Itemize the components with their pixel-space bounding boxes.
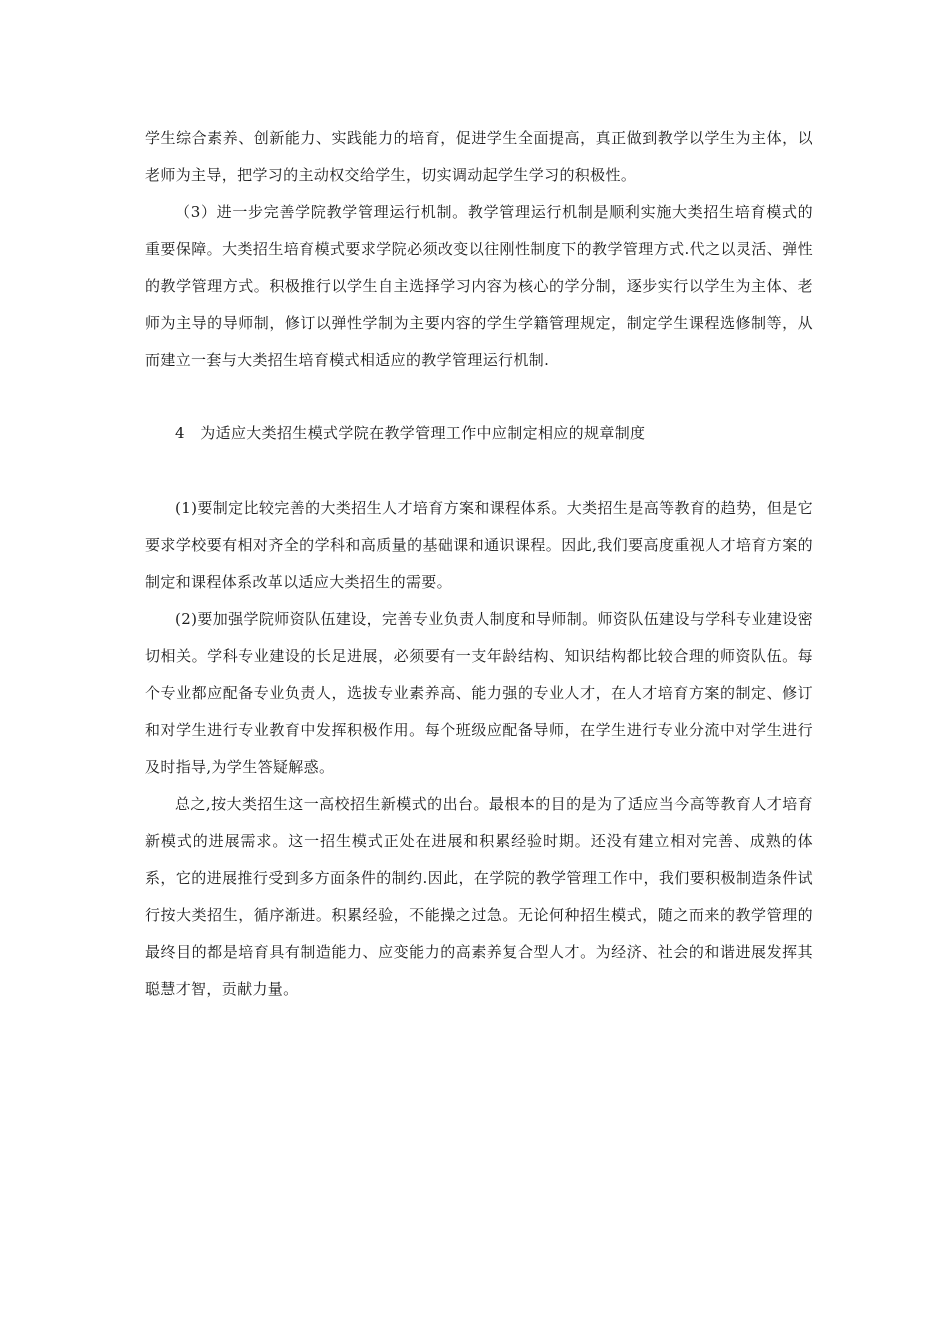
spacer xyxy=(145,379,813,415)
spacer xyxy=(145,452,813,490)
paragraph-item-3: （3）进一步完善学院教学管理运行机制。教学管理运行机制是顺利实施大类招生培育模式的重要保障。大类招生培育模式要求学院必须改变以往刚性制度下的教学管理方式.代之以灵活、弹性的教学管理方式。积极推行以学生自主选择学习内容为核心的学分制，逐步实行以学生为主体、老师为主导的导师制，修订以弹性学制为主要内容的学生学籍管理规定，制定学生课程选修制等，从而建立一套与大类招生培育模式相适应的教学管理运行机制. xyxy=(145,203,813,369)
paragraph-item-2: (2)要加强学院师资队伍建设，完善专业负责人制度和导师制。师资队伍建设与学科专业建设密切相关。学科专业建设的长足进展，必须要有一支年龄结构、知识结构都比较合理的师资队伍。每个专业都应配备专业负责人，选拔专业素养高、能力强的专业人才，在人才培育方案的制定、修订和对学生进行专业教育中发挥积极作用。每个班级应配备导师，在学生进行专业分流中对学生进行及时指导,为学生答疑解惑。 xyxy=(145,610,813,776)
paragraph-conclusion: 总之,按大类招生这一高校招生新模式的出台。最根本的目的是为了适应当今高等教育人才培育新模式的进展需求。这一招生模式正处在进展和积累经验时期。还没有建立相对完善、成熟的体系，它的进展推行受到多方面条件的制约.因此，在学院的教学管理工作中，我们要积极制造条件试行按大类招生，循序渐进。积累经验，不能操之过急。无论何种招生模式，随之而来的教学管理的最终目的都是培育具有制造能力、应变能力的高素养复合型人才。为经济、社会的和谐进展发挥其聪慧才智，贡献力量。 xyxy=(145,795,813,998)
paragraph-continuation: 学生综合素养、创新能力、实践能力的培育，促进学生全面提高，真正做到教学以学生为主体，以老师为主导，把学习的主动权交给学生，切实调动起学生学习的积极性。 xyxy=(145,129,813,184)
paragraph-item-1: (1)要制定比较完善的大类招生人才培育方案和课程体系。大类招生是高等教育的趋势，但是它要求学校要有相对齐全的学科和高质量的基础课和通识课程。因此,我们要高度重视人才培育方案的制定和课程体系改革以适应大类招生的需要。 xyxy=(145,499,813,591)
section-heading-4: 4 为适应大类招生模式学院在教学管理工作中应制定相应的规章制度 xyxy=(175,424,646,442)
text-column xyxy=(145,120,813,1008)
